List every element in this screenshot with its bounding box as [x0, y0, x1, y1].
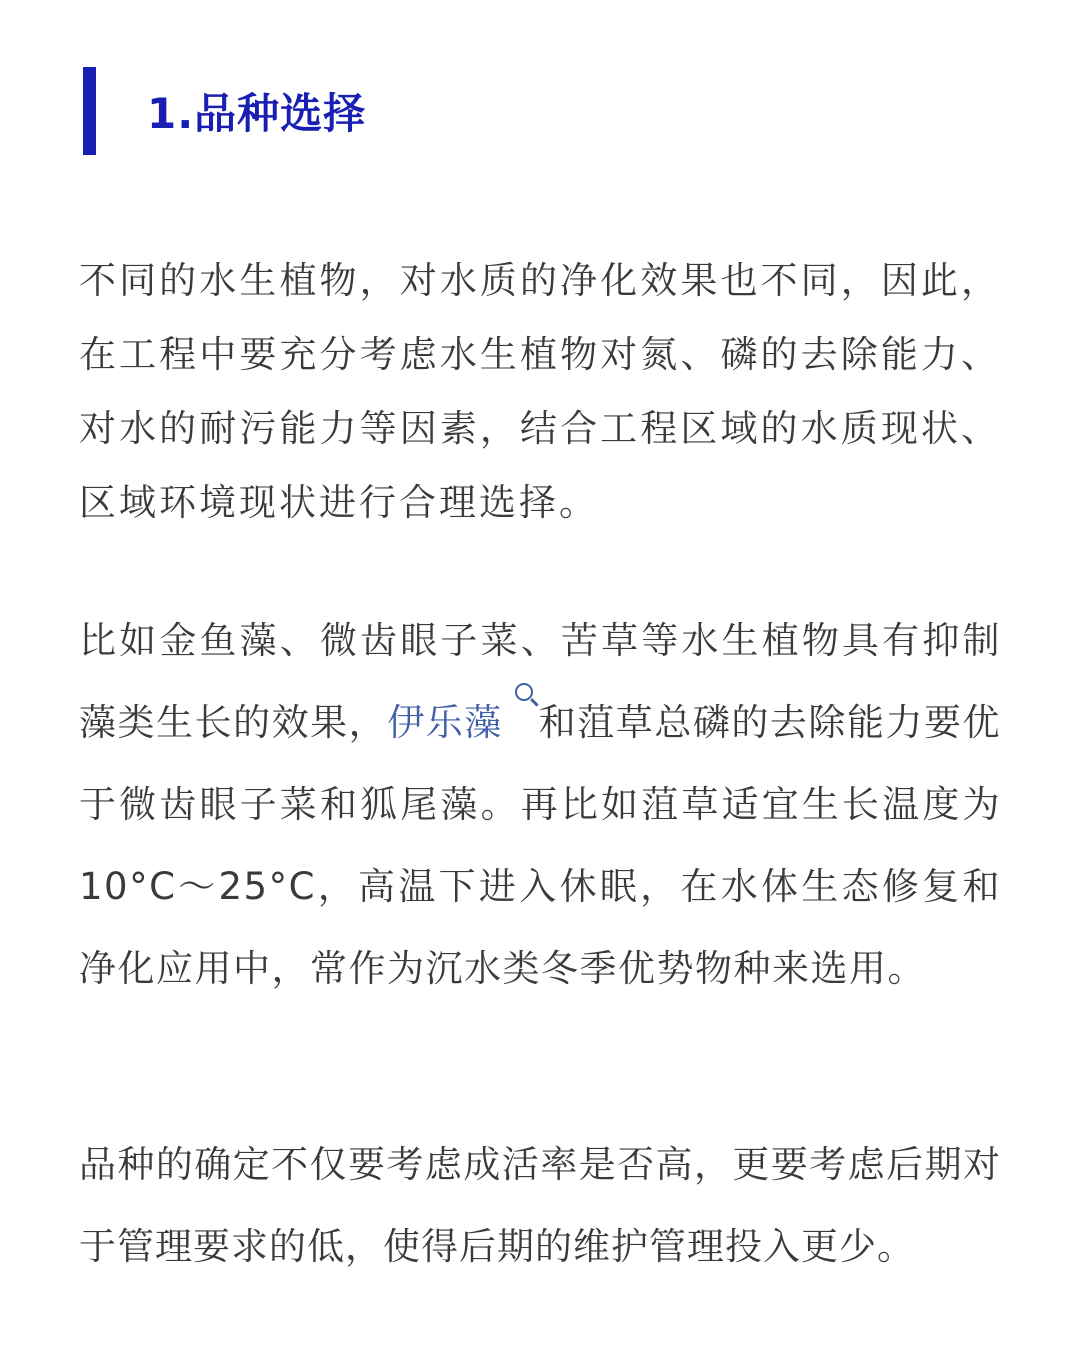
- paragraph-2: [79, 600, 1001, 1010]
- paragraph-2-text-before: 比如金鱼藻、微齿眼子菜、苦草等水生植物具有抑制藻类生长的效果，: [79, 619, 1001, 744]
- paragraph-1: 不同的水生植物，对水质的净化效果也不同，因此，在工程中要充分考虑水生植物对氮、磷的去除能力、对水的耐污能力等因素，结合工程区域的水质现状、区域环境现状进行合理选择。: [79, 259, 1001, 524]
- section-heading: [83, 67, 366, 155]
- heading-accent-bar: [83, 67, 96, 155]
- paragraph-3: 品种的确定不仅要考虑成活率是否高，更要考虑后期对于管理要求的低，使得后期的维护管理投入更少。: [79, 1143, 1001, 1268]
- search-icon[interactable]: [515, 683, 533, 701]
- plant-search-link[interactable]: [387, 701, 539, 744]
- paragraph-2-text-after: 和菹草总磷的去除能力要优于微齿眼子菜和狐尾藻。再比如菹草适宜生长温度为10°C～25°C，高温下进入休眠，在水体生态修复和净化应用中，常作为沉水类冬季优势物种来选用。: [79, 701, 1002, 990]
- section-title: 1.品种选择: [147, 89, 367, 138]
- plant-search-link-label[interactable]: 伊乐藻: [387, 701, 503, 744]
